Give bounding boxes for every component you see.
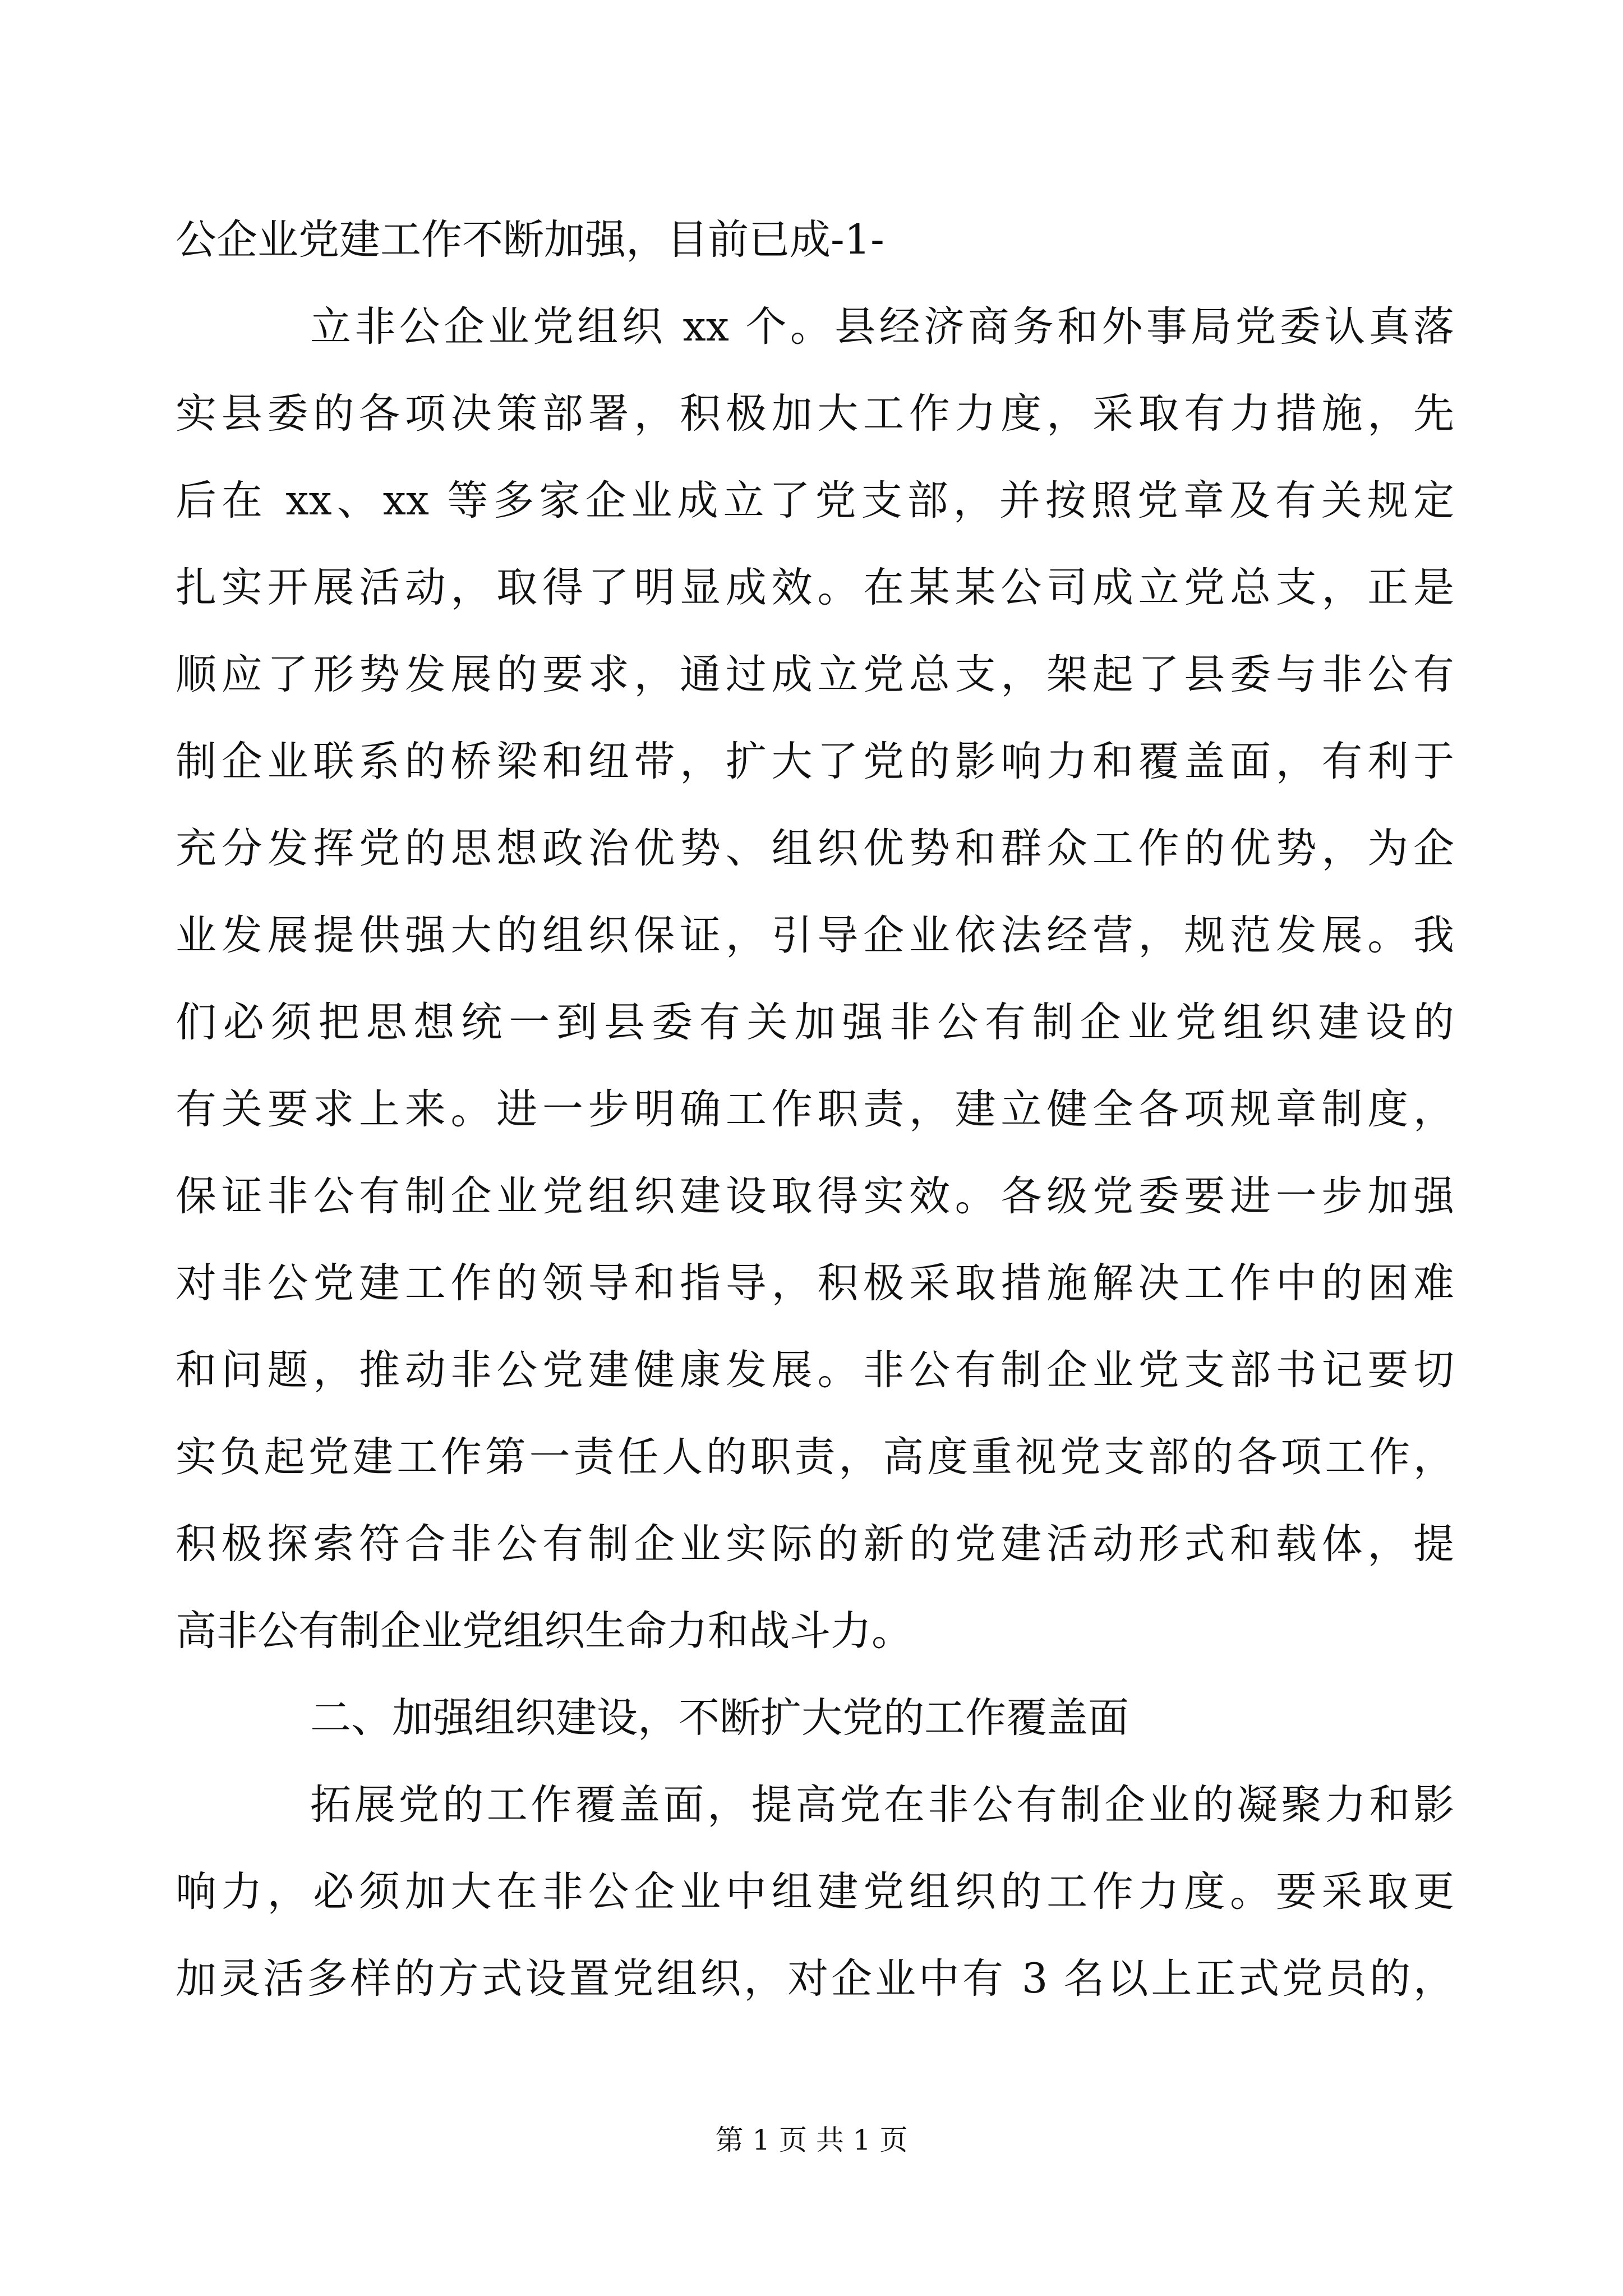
text-line: 二、加强组织建设，不断扩大党的工作覆盖面 xyxy=(310,1694,1129,1742)
text-line: 对非公党建工作的领导和指导，积极采取措施解决工作中的困难 xyxy=(176,1259,1454,1307)
text-line: 加灵活多样的方式设置党组织，对企业中有 3 名以上正式党员的， xyxy=(176,1955,1454,2003)
text-line: 充分发挥党的思想政治优势、组织优势和群众工作的优势，为企 xyxy=(176,825,1454,872)
text-line: 业发展提供强大的组织保证，引导企业依法经营，规范发展。我 xyxy=(176,912,1454,959)
text-line: 立非公企业党组织 xx 个。县经济商务和外事局党委认真落 xyxy=(310,303,1454,351)
text-line: 积极探索符合非公有制企业实际的新的党建活动形式和载体，提 xyxy=(176,1520,1454,1568)
text-line: 实县委的各项决策部署，积极加大工作力度，采取有力措施，先 xyxy=(176,390,1454,438)
text-line: 扎实开展活动，取得了明显成效。在某某公司成立党总支，正是 xyxy=(176,564,1454,611)
text-line: 保证非公有制企业党组织建设取得实效。各级党委要进一步加强 xyxy=(176,1172,1454,1220)
document-body xyxy=(176,196,1454,2022)
text-line: 顺应了形势发展的要求，通过成立党总支，架起了县委与非公有 xyxy=(176,651,1454,698)
text-line: 公企业党建工作不断加强，目前已成-1- xyxy=(176,216,884,264)
text-line: 后在 xx、xx 等多家企业成立了党支部，并按照党章及有关规定 xyxy=(176,477,1454,524)
text-line: 响力，必须加大在非公企业中组建党组织的工作力度。要采取更 xyxy=(176,1868,1454,1916)
text-line: 制企业联系的桥梁和纽带，扩大了党的影响力和覆盖面，有利于 xyxy=(176,738,1454,785)
text-line: 和问题，推动非公党建健康发展。非公有制企业党支部书记要切 xyxy=(176,1346,1454,1394)
text-line: 有关要求上来。进一步明确工作职责，建立健全各项规章制度， xyxy=(176,1085,1454,1133)
text-line: 们必须把思想统一到县委有关加强非公有制企业党组织建设的 xyxy=(176,999,1454,1046)
page-footer: 第 1 页 共 1 页 xyxy=(715,2124,908,2156)
text-line: 实负起党建工作第一责任人的职责，高度重视党支部的各项工作， xyxy=(176,1433,1454,1481)
text-line: 拓展党的工作覆盖面，提高党在非公有制企业的凝聚力和影 xyxy=(310,1781,1454,1829)
text-line: 高非公有制企业党组织生命力和战斗力。 xyxy=(176,1607,912,1655)
